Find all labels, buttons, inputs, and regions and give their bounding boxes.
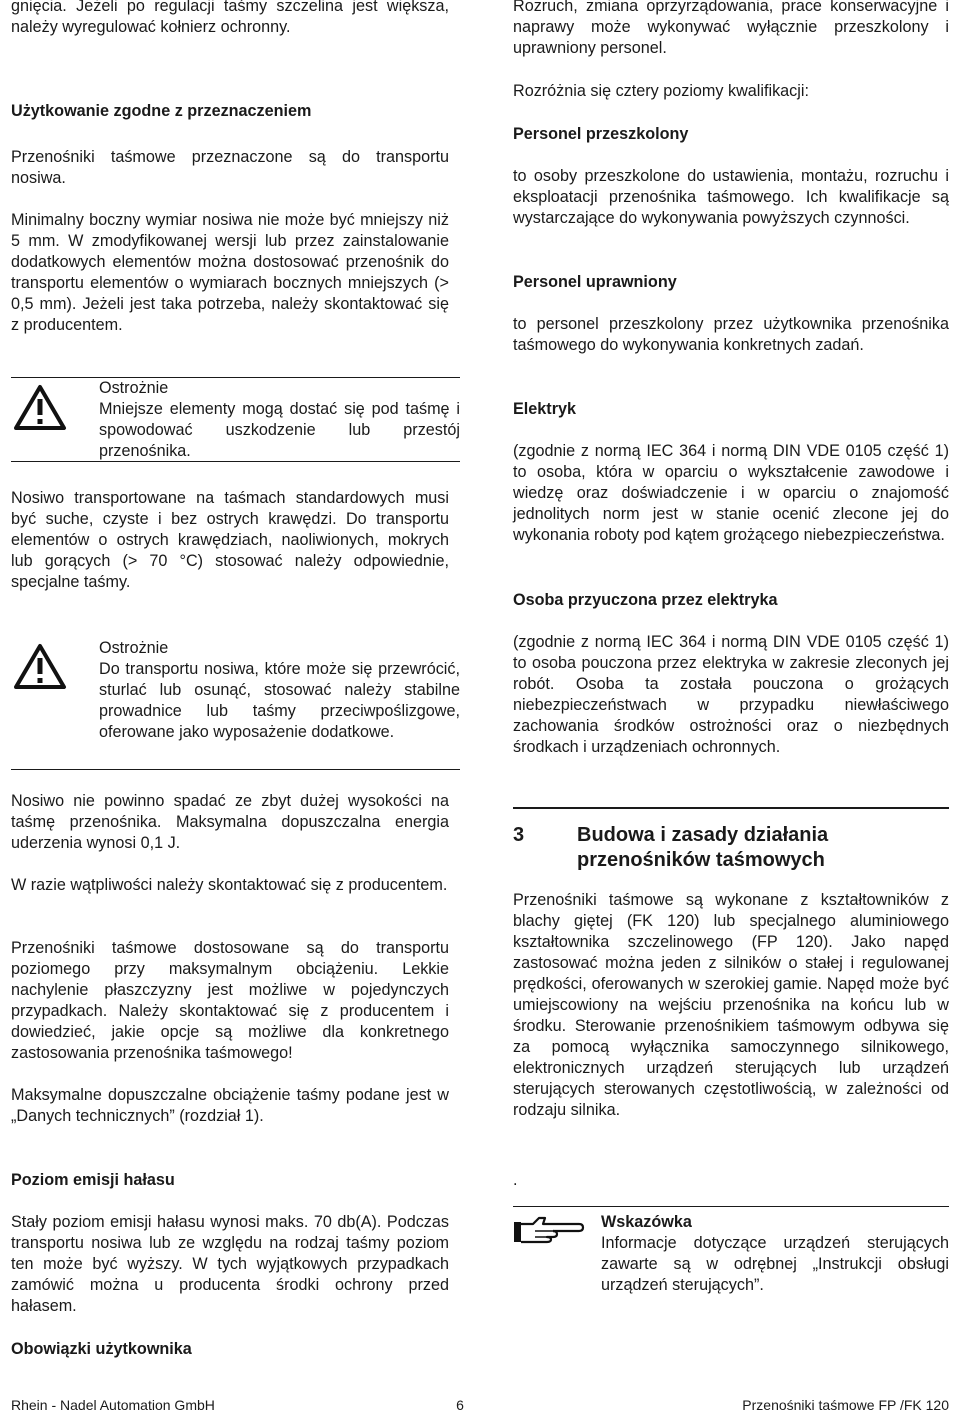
section-3-heading-block [513, 807, 949, 873]
instructed-person-heading: Osoba przyuczona przez elektryka [513, 591, 778, 609]
min-size-paragraph: Minimalny boczny wymiar nosiwa nie może być mniejszy niż 5 mm. W zmodyfikowanej wersji lub przez zainstalowanie dodatkowych elementów można dostosować przenośnik do transportu elementów o wymiarach bocznych mniejszych (> 0,5 mm). Jeżeli jest taka potrzeba, należy skontaktować się z producentem. [11, 211, 449, 334]
max-load-paragraph: Maksymalne dopuszczalne obciążenie taśmy podane jest w „Danych technicznych” (rozdział 1). [11, 1086, 449, 1125]
authorized-staff-paragraph: to personel przeszkolony przez użytkownika przenośnika taśmowego do wykonywania konkretnych zadań. [513, 315, 949, 354]
caution-box-1 [11, 377, 460, 460]
qualification-levels-paragraph: Rozróżnia się cztery poziomy kwalifikacji: [513, 82, 809, 100]
electrician-paragraph: (zgodnie z normą IEC 364 i normą DIN VDE 0105 część 1) to osoba, która w oparciu o wykształcenie zawodowe i wiedzę oraz doświadczenie i w oparciu o znajomość jednolitych norm jest w stanie ocenić zlecone jej do wykonania roboty pod kątem grożącego niebezpieczeństwa. [513, 442, 949, 544]
hint-title: Wskazówka [601, 1213, 692, 1231]
electrician-heading: Elektryk [513, 400, 576, 418]
section-title-text: Budowa i zasady działania przenośników taśmowych [577, 824, 829, 871]
stray-dot: . [513, 1171, 518, 1189]
section-title [513, 823, 949, 873]
caution-2-title: Ostrożnie [99, 639, 169, 657]
divider [513, 1206, 949, 1207]
footer-company: Rhein - Nadel Automation GmbH [11, 1397, 215, 1413]
usage-heading: Użytkowanie zgodne z przeznaczeniem [11, 102, 312, 120]
user-duties-heading: Obowiązki użytkownika [11, 1340, 192, 1358]
startup-paragraph: Rozruch, zmiana oprzyrządowania, prace konserwacyjne i naprawy może wykonywać wyłącznie przeszkolony i uprawniony personel. [513, 0, 949, 57]
trained-staff-paragraph: to osoby przeszkolone do ustawienia, montażu, rozruchu i eksploatacji przenośnika taśmowego. Ich kwalifikacje są wystarczające do wykonywania powyższych czynności. [513, 167, 949, 227]
horizontal-transport-paragraph: Przenośniki taśmowe dostosowane są do transportu poziomego przy maksymalnym obciążeniu. Lekkie nachylenie płaszczyzny jest możliwe w pojedynczych przypadkach. Należy skontaktować się z producentem i dowiedzieć, jakie opcje są możliwe dla konkretnego zastosowania przenośnika taśmowego! [11, 939, 449, 1062]
page-footer [11, 1396, 949, 1414]
noise-heading: Poziom emisji hałasu [11, 1171, 175, 1189]
caution-1-text: Mniejsze elementy mogą dostać się pod taśmę i spowodować uszkodzenie lub przestój przenośnika. [99, 400, 460, 460]
construction-paragraph: Przenośniki taśmowe są wykonane z kształtowników z blachy giętej (FK 120) lub specjalnego aluminiowego kształtownika szczelinowego (FP 120). Jako napęd zastosować można jeden z silników o stałej i regulowanej prędkości, oferowanych w szerokiej gamie. Napęd może być umiejscowiony na wejściu przenośnika na końcu lub w środku. Sterowanie przenośnikiem taśmowym odbywa się za pomocą wyłącznika samoczynnego silnikowego, elektronicznych urządzeń sterujących lub urządzeń sterujących sterowanych częstotliwością, w zależności od rodzaju silnika. [513, 891, 949, 1119]
divider [11, 769, 460, 770]
doubt-paragraph: W razie wątpliwości należy skontaktować się z producentem. [11, 876, 448, 894]
trained-staff-heading: Personel przeszkolony [513, 125, 689, 143]
hint-text: Informacje dotyczące urządzeń sterujących zawarte są w odrębnej „Instrukcji obsługi urządzeń sterujących”. [601, 1234, 949, 1294]
divider [11, 461, 460, 462]
purpose-paragraph: Przenośniki taśmowe przeznaczone są do transportu nosiwa. [11, 148, 449, 187]
warning-triangle-icon [13, 642, 67, 690]
caution-2-text: Do transportu nosiwa, które może się przewrócić, sturlać lub osunąć, stosować należy stabilne prowadnice lub taśmy przeciwpoślizgowe, oferowane jako wyposażenie dodatkowe. [99, 660, 460, 741]
caution-1-title: Ostrożnie [99, 379, 169, 397]
material-paragraph: Nosiwo transportowane na taśmach standardowych musi być suche, czyste i bez ostrych krawędzi. Do transportu elementów o ostrych krawędziach, naoliwionych, mokrych lub gorących (> 70 °C) stosować należy odpowiednie, specjalne taśmy. [11, 489, 449, 591]
footer-product: Przenośniki taśmowe FP /FK 120 [742, 1397, 949, 1413]
instructed-person-paragraph: (zgodnie z normą IEC 364 i normą DIN VDE 0105 część 1) to osoba pouczona przez elektryka w zakresie zleconych jej robót. Osoba ta została pouczona o grożących niebezpieczeństwach w przypadku niewłaściwego zachowania środków ostrożności oraz o niezbędnych środkach i urządzeniach ochronnych. [513, 633, 949, 756]
drop-height-paragraph: Nosiwo nie powinno spadać ze zbyt dużej wysokości na taśmę przenośnika. Maksymalna dopuszczalna energia uderzenia wynosi 0,1 J. [11, 792, 449, 852]
noise-paragraph: Stały poziom emisji hałasu wynosi maks. 70 db(A). Podczas transportu nosiwa lub ze względu na rodzaj taśmy poziom ten może być wyższy. W tych wyjątkowych przypadkach zamówić można u producenta środki ochrony przed hałasem. [11, 1213, 449, 1315]
section-number: 3 [513, 824, 525, 846]
authorized-staff-heading: Personel uprawniony [513, 273, 677, 291]
divider [513, 807, 949, 809]
warning-triangle-icon [13, 383, 67, 431]
hint-box [513, 1206, 949, 1294]
pointing-hand-icon [513, 1214, 585, 1244]
footer-page-number: 6 [456, 1397, 464, 1413]
intro-paragraph: gnięcia. Jeżeli po regulacji taśmy szczelina jest większa, należy wyregulować kołnierz ochronny. [11, 0, 449, 36]
